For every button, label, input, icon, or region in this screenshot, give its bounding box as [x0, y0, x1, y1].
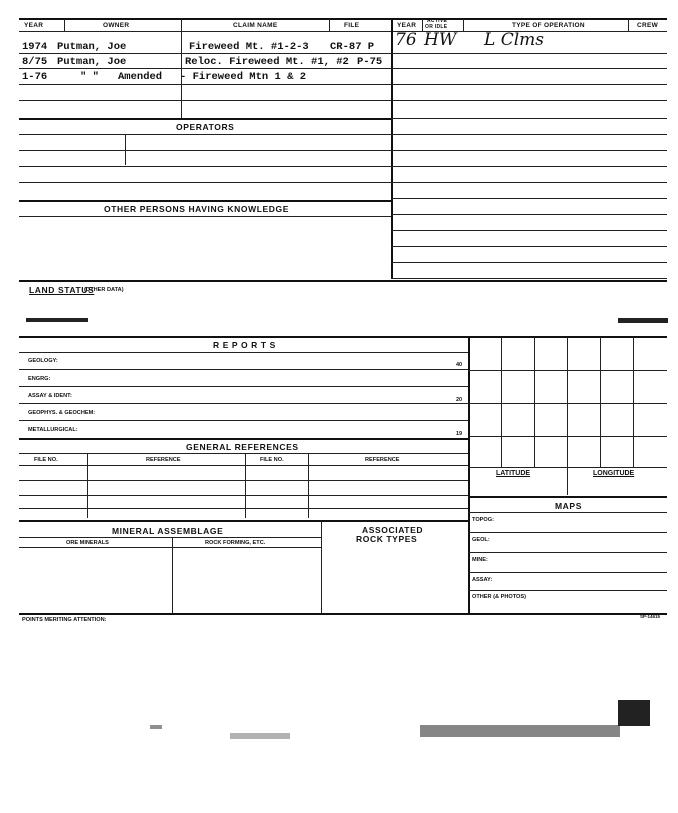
report-geology-label: GEOLOGY:: [28, 358, 58, 364]
divider: [422, 19, 423, 31]
claim-row-2-owner: Putman, Joe: [57, 56, 127, 68]
report-metallurgical-label: METALLURGICAL:: [28, 427, 78, 433]
row-line: [19, 118, 391, 120]
row-line: [19, 68, 391, 69]
land-status-heading: LAND STATUS: [29, 285, 95, 295]
row-line: [19, 613, 667, 615]
divider: [501, 337, 502, 467]
claim-row-2-year: 8/75: [22, 56, 48, 68]
col-claim-name-header: CLAIM NAME: [233, 22, 278, 29]
associated-rock-types-2: ROCK TYPES: [356, 534, 418, 544]
genref-fileno2-header: FILE NO.: [260, 457, 284, 463]
divider: [172, 537, 173, 613]
row-line: [468, 512, 667, 513]
divider: [308, 453, 309, 518]
row-line: [19, 438, 468, 440]
row-line: [391, 100, 667, 101]
maps-mine-label: MINE:: [472, 557, 488, 563]
row-line: [468, 370, 667, 371]
row-line: [391, 262, 667, 263]
row-line: [19, 134, 391, 135]
claim-row-3-owner: " ": [80, 71, 99, 83]
scan-noise: [618, 700, 650, 726]
row-line: [19, 420, 468, 421]
row-line: [19, 84, 391, 85]
divider: [600, 337, 601, 467]
row-line: [391, 68, 667, 69]
longitude-label: LONGITUDE: [593, 470, 635, 477]
row-line: [391, 150, 667, 151]
latitude-label: LATITUDE: [496, 470, 531, 477]
points-meriting-attention-label: POINTS MERITING ATTENTION:: [22, 617, 107, 623]
report-geology-num: 40: [456, 362, 463, 368]
scan-noise: [420, 725, 620, 737]
row-line: [19, 216, 391, 217]
row-line: [19, 369, 468, 370]
row-line: [391, 84, 667, 85]
row-line: [19, 386, 468, 387]
col-year-header: YEAR: [24, 22, 44, 29]
handwritten-active: HW: [424, 30, 457, 50]
land-status-other-data: (OTHER DATA): [84, 287, 124, 293]
general-references-heading: GENERAL REFERENCES: [186, 442, 299, 452]
maps-assay-label: ASSAY:: [472, 577, 493, 583]
report-geophys-label: GEOPHYS. & GEOCHEM:: [28, 410, 96, 416]
rock-forming-header: ROCK FORMING, ETC.: [205, 540, 266, 546]
row-line: [19, 352, 468, 353]
row-line: [468, 532, 667, 533]
col-owner-header: OWNER: [103, 22, 130, 29]
col-active-header: ACTIVE: [427, 18, 448, 24]
row-line: [468, 572, 667, 573]
row-line: [19, 537, 321, 538]
row-line: [19, 403, 468, 404]
row-line: [19, 100, 391, 101]
scan-noise: [230, 733, 290, 739]
divider: [463, 19, 464, 31]
divider: [567, 337, 568, 495]
report-engrg-label: ENGRG:: [28, 376, 51, 382]
row-line: [468, 403, 667, 404]
claim-row-2-claim: Reloc. Fireweed Mt. #1, #2: [185, 56, 349, 68]
associated-rock-types-1: ASSOCIATED: [362, 525, 424, 535]
row-line: [391, 246, 667, 247]
handwritten-year: 76: [395, 30, 417, 50]
divider: [391, 19, 393, 279]
divider: [628, 19, 629, 31]
col-idle-header: OR IDLE: [425, 24, 448, 30]
form-number: SP-14615: [640, 614, 661, 619]
divider: [181, 19, 182, 119]
divider: [245, 453, 246, 518]
ore-minerals-header: ORE MINERALS: [66, 540, 109, 546]
maps-topog-label: TOPOG:: [472, 517, 494, 523]
divider: [534, 337, 535, 467]
claim-row-2-file: P-75: [357, 56, 383, 68]
row-line: [391, 182, 667, 183]
report-assay-label: ASSAY & IDENT:: [28, 393, 72, 399]
maps-other-label: OTHER (& PHOTOS): [472, 594, 526, 600]
claim-row-1-owner: Putman, Joe: [57, 41, 127, 53]
genref-reference-header: REFERENCE: [146, 457, 181, 463]
other-persons-heading: OTHER PERSONS HAVING KNOWLEDGE: [104, 204, 290, 214]
reports-heading: R E P O R T S: [213, 340, 276, 350]
maps-geol-label: GEOL:: [472, 537, 490, 543]
row-line: [19, 166, 391, 167]
claim-row-1-year: 1974: [22, 41, 48, 53]
claim-row-3-year: 1-76: [22, 71, 48, 83]
divider: [321, 521, 322, 613]
row-line: [19, 520, 468, 522]
row-line: [19, 200, 391, 202]
claim-row-3-claim: - Fireweed Mtn 1 & 2: [180, 71, 307, 83]
row-line: [391, 198, 667, 199]
top-border: [19, 18, 667, 20]
divider: [125, 135, 126, 165]
claim-row-1-claim: Fireweed Mt. #1-2-3: [189, 41, 309, 53]
scan-noise: [150, 725, 162, 729]
genref-fileno-header: FILE NO.: [34, 457, 58, 463]
maps-heading: MAPS: [555, 501, 582, 511]
row-line: [468, 496, 667, 498]
land-status-top-line: [19, 280, 667, 282]
scan-noise: [618, 318, 668, 323]
row-line: [391, 118, 667, 119]
row-line: [391, 278, 667, 279]
row-line: [19, 53, 391, 54]
col-file-header: FILE: [344, 22, 360, 29]
row-line: [391, 53, 667, 54]
row-line: [391, 166, 667, 167]
row-line: [391, 230, 667, 231]
row-line: [391, 134, 667, 135]
col-year2-header: YEAR: [397, 22, 417, 29]
divider: [87, 453, 88, 518]
report-metallurgical-num: 19: [456, 431, 463, 437]
row-line: [468, 436, 667, 437]
operators-heading: OPERATORS: [176, 122, 235, 132]
scan-noise: [26, 318, 88, 322]
row-line: [391, 214, 667, 215]
row-line: [468, 552, 667, 553]
col-crew-header: CREW: [637, 22, 659, 29]
handwritten-operation: L Clms: [484, 30, 544, 50]
header-bottom-line: [19, 31, 667, 32]
reports-top-line: [19, 336, 667, 338]
row-line: [19, 547, 321, 548]
divider: [329, 19, 330, 31]
mineral-assemblage-heading: MINERAL ASSEMBLAGE: [112, 526, 224, 536]
divider: [633, 337, 634, 467]
row-line: [468, 590, 667, 591]
row-line: [468, 467, 667, 468]
row-line: [19, 150, 391, 151]
col-operation-header: TYPE OF OPERATION: [512, 22, 585, 29]
report-assay-num: 20: [456, 397, 463, 403]
genref-reference2-header: REFERENCE: [365, 457, 400, 463]
claim-row-3-amended: Amended: [118, 71, 163, 83]
row-line: [19, 182, 391, 183]
divider: [64, 19, 65, 31]
claim-row-1-file: CR-87 P: [330, 41, 375, 53]
